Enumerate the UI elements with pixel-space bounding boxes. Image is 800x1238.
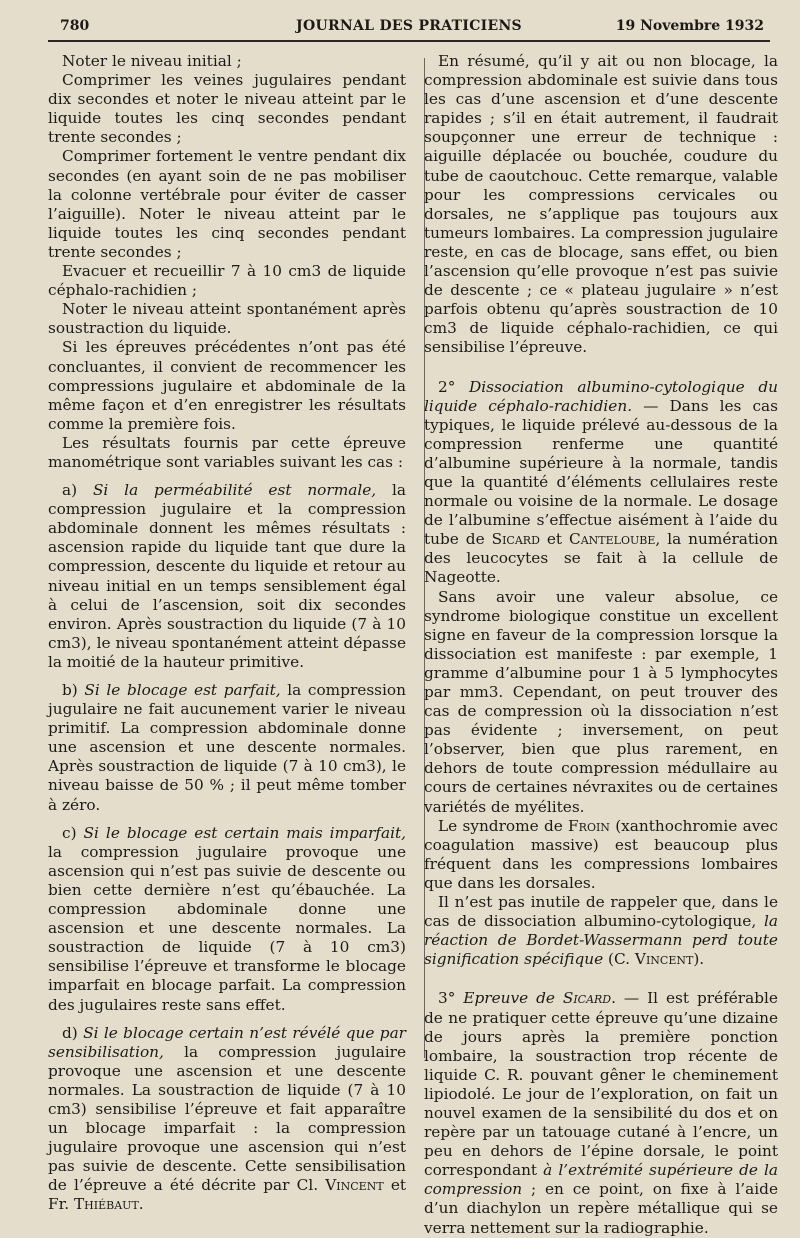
paragraph: En résumé, qu’il y ait ou non blocage, la compression abdominale est suivie dans tous les cas d’une ascension et d’une descente rapides ; s’il en était autrement, il faudrait soupçonner une erreur de technique : aiguille déplacée ou bouchée, coudure du tube de caoutchouc. Cette remarque, valable pour les compressions cervicales ou dorsales, ne s’applique pas toujours aux tumeurs lombaires. La compression jugulaire reste, en cas de blocage, sans effet, ou bien l’ascension qu’elle provoque n’est pas suivie de descente ; ce « plateau jugulaire » n’est parfois obtenu qu’après soustraction de 10 cm3 de liquide céphalo-rachidien, ce qui sensibilise l’épreuve. xyxy=(424,52,778,357)
author-name: Canteloube xyxy=(569,530,656,549)
paragraph: Sans avoir une valeur absolue, ce syndrome biologique constitue un excellent signe en faveur de la compression lorsque la dissociation est manifeste : par exemple, 1 gramme d’albumine pour 1 à 5 lymphocytes par mm3. Cependant, on peut trouver des cas de compression où la dissociation n’est pas évidente ; inversement, on peut l’observer, bien que plus rarement, en dehors de toute compression médullaire au cours de certaines névraxites ou de certaines variétés de myélites. xyxy=(424,587,778,816)
case-a-heading: Si la perméabilité est normale, xyxy=(92,481,377,500)
author-name: Thiébaut xyxy=(73,1195,139,1214)
paragraph: Noter le niveau atteint spontanément après soustraction du liquide. xyxy=(48,300,406,338)
author-name: Froin xyxy=(568,816,610,835)
paragraph: Comprimer fortement le ventre pendant dix secondes (en ayant soin de ne pas mobiliser la colonne vertébrale pour éviter de casser l’aiguille). Noter le niveau atteint par le liquide toutes les cinq secondes pendant trente secondes ; xyxy=(48,147,406,261)
case-c-heading: Si le blocage est certain mais imparfait, xyxy=(83,823,406,842)
section-2-paragraph: 2° Dissociation albumino-cytologique du liquide céphalo-rachidien. — Dans les cas typiques, le liquide prélevé au-dessous de la compression renferme une quantité d’albumine supérieure à la normale, tandis que la quantité d’éléments cellulaires reste normale ou voisine de la normale. Le dosage de l’albumine s’effectue aisément à l’aide du tube de Sicard et Canteloube, la numération des leucocytes se fait à la cellule de Nageotte. xyxy=(424,377,778,587)
journal-title: JOURNAL DES PRATICIENS xyxy=(296,18,522,34)
paragraph: Noter le niveau initial ; xyxy=(62,52,242,70)
author-name: Vincent xyxy=(325,1176,384,1195)
author-name: Vincent xyxy=(634,950,694,969)
page-header xyxy=(48,16,770,38)
emphasis: à l’extrémité supérieure de la compression xyxy=(424,1161,778,1199)
emphasis: la réaction de Bordet-Wassermann perd toute signification spécifique xyxy=(424,912,778,969)
paragraph: Si les épreuves précédentes n’ont pas été concluantes, il convient de recommencer les compressions jugulaire et abdominale de la même façon et d’en enregistrer les résultats comme la première fois. xyxy=(48,338,406,433)
paragraph: Il n’est pas inutile de rappeler que, dans le cas de dissociation albumino-cytologique, la réaction de Bordet-Wassermann perd toute signification spécifique (C. Vincent). xyxy=(424,893,778,969)
section-3-heading: Epreuve de Sicard xyxy=(463,989,612,1008)
section-3-paragraph: 3° Epreuve de Sicard. — Il est préférable de ne pratiquer cette épreuve qu’une dizaine de jours après la première ponction lombaire, la soustraction trop récente de liquide C. R. pouvant gêner le cheminement lipiodolé. Le jour de l’exploration, on fait un nouvel examen de la sensibilité du dos et on repère par un tatouage cutané à l’encre, un peu en dehors de l’épine dorsale, le point correspondant à l’extrémité supérieure de la compression ; en ce point, on fixe à l’aide d’un diachylon un repère métallique qui se verra nettement sur la radiographie. xyxy=(424,989,778,1237)
paragraph: Le syndrome de Froin (xanthochromie avec coagulation massive) est beaucoup plus fréquent dans les compressions lombaires que dans les dorsales. xyxy=(424,816,778,892)
left-column xyxy=(48,52,406,1215)
right-column xyxy=(424,52,778,1238)
case-c-paragraph: c) Si le blocage est certain mais imparfait, la compression jugulaire provoque une ascension qui n’est pas suivie de descente ou bien cette dernière n’est qu’ébauchée. La compression abdominale donne une ascension et une descente normales. La soustraction de liquide (7 à 10 cm3) sensibilise l’épreuve et transforme le blocage imparfait en blocage parfait. La compression des jugulaires reste sans effet. xyxy=(48,823,406,1014)
header-rule xyxy=(48,40,770,42)
page-number: 780 xyxy=(60,18,90,34)
author-name: Sicard xyxy=(491,530,540,549)
case-b-paragraph: b) Si le blocage est parfait, la compression jugulaire ne fait aucunement varier le niveau primitif. La compression abdominale donne une ascension et une descente normales. Après soustraction de liquide (7 à 10 cm3), le niveau baisse de 50 % ; il peut même tomber à zéro. xyxy=(48,681,406,814)
case-d-paragraph: d) Si le blocage certain n’est révélé que par sensibilisation, la compression jugulaire provoque une ascension et une descente normales. La soustraction de liquide (7 à 10 cm3) sensibilise l’épreuve et fait apparaître un blocage imparfait : la compression jugulaire provoque une ascension qui n’est pas suivie de descente. Cette sensibilisation de l’épreuve a été décrite par Cl. Vincent et Fr. Thiébaut. xyxy=(48,1023,407,1214)
case-a-paragraph: a) Si la perméabilité est normale, la compression jugulaire et la compression abdominale donnent les mêmes résultats : ascension rapide du liquide tant que dure la compression, descente du liquide et retour au niveau initial en un temps sensiblement égal à celui de l’ascension, soit dix secondes environ. Après soustraction du liquide (7 à 10 cm3), le niveau spontanément atteint dépasse la moitié de la hauteur primitive. xyxy=(48,481,407,671)
paragraph: Les résultats fournis par cette épreuve manométrique sont variables suivant les cas : xyxy=(48,433,406,471)
case-b-heading: Si le blocage est parfait, xyxy=(84,681,281,699)
section-2-heading: Dissociation albumino-cytologique du liquide céphalo-rachidien. xyxy=(424,377,778,415)
case-d-heading: Si le blocage certain n’est révélé que par sensibilisation, xyxy=(48,1023,406,1061)
paragraph: Comprimer les veines jugulaires pendant dix secondes et noter le niveau atteint par le liquide toutes les cinq secondes pendant trente secondes ; xyxy=(48,71,406,147)
issue-date: 19 Novembre 1932 xyxy=(615,18,764,34)
paragraph: Evacuer et recueillir 7 à 10 cm3 de liquide céphalo-rachidien ; xyxy=(48,262,406,300)
